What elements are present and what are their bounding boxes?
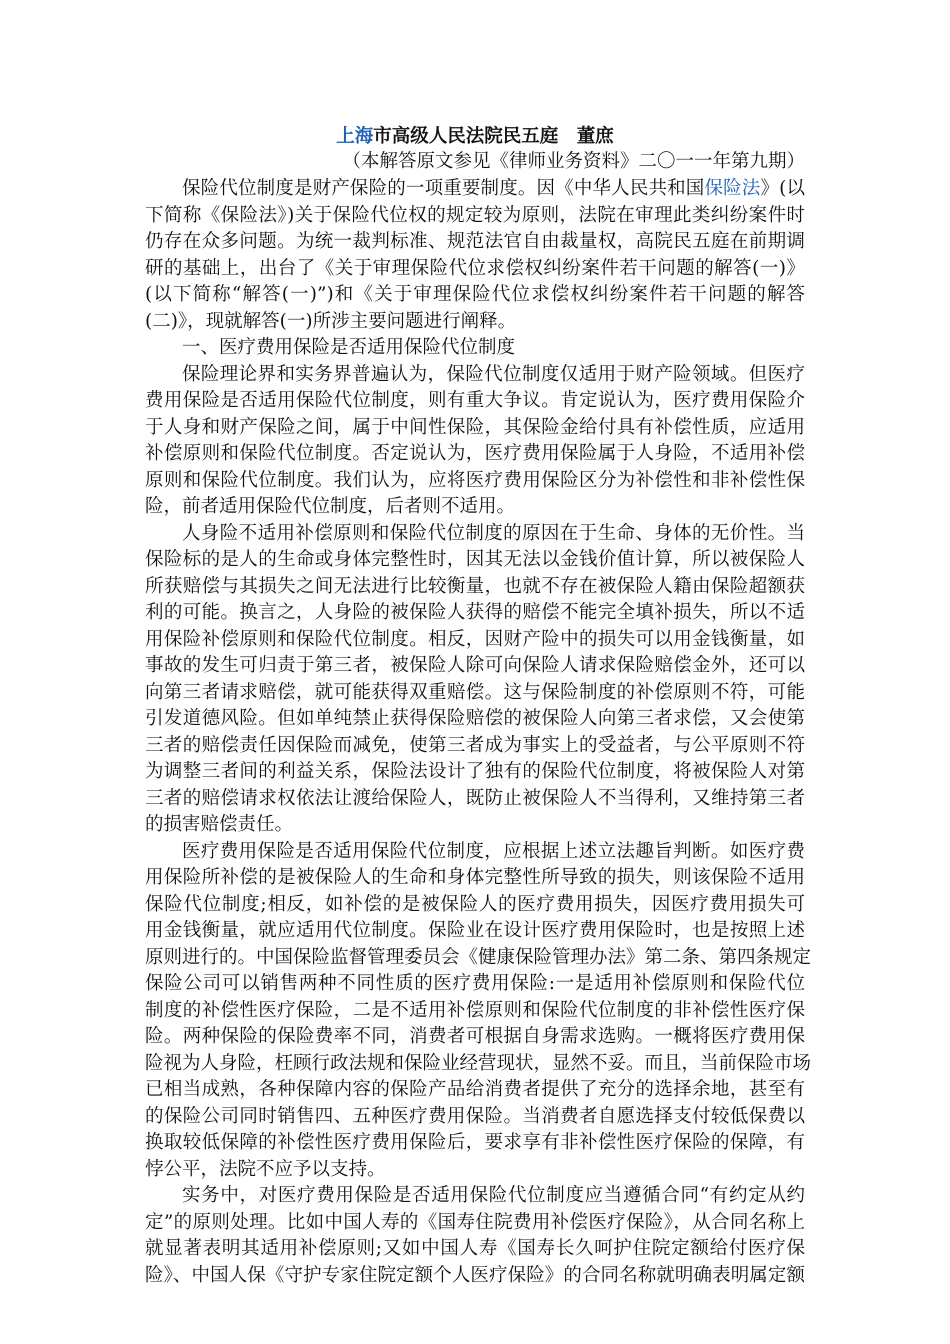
document-body: [145, 176, 812, 1289]
title-text: 市高级人民法院民五庭 董庶: [373, 126, 614, 147]
paragraph-line: 用金钱衡量，就应适用代位制度。保险业在设计医疗费用保险时，也是按照上述: [145, 920, 805, 941]
intro-line: 研的基础上，出台了《关于审理保险代位求偿权纠纷案件若干问题的解答(一)》: [145, 257, 805, 279]
paragraph-line: 险》、中国人保《守护专家住院定额个人医疗保险》的合同名称就明确表明属定额: [145, 1264, 805, 1286]
paragraph-line: 引发道德风险。但如单纯禁止获得保险赔偿的被保险人向第三者求偿，又会使第: [145, 708, 805, 729]
paragraph-line: 三者的赔偿责任因保险而减免，使第三者成为事实上的受益者，与公平原则不符: [145, 734, 805, 756]
paragraph-line: 医疗费用保险是否适用保险代位制度，应根据上述立法趣旨判断。如医疗费: [182, 840, 805, 862]
paragraph-line: 保险代位制度;相反，如补偿的是被保险人的医疗费用损失，因医疗费用损失可: [145, 893, 805, 915]
paragraph-line: 定”的原则处理。比如中国人寿的《国寿住院费用补偿医疗保险》，从合同名称上: [145, 1211, 805, 1233]
paragraph-line: 险，前者适用保险代位制度，后者则不适用。: [145, 496, 516, 517]
paragraph-line: 所获赔偿与其损失之间无法进行比较衡量，也就不存在被保险人籍由保险超额获: [145, 575, 805, 597]
paragraph-line: 险。两种保险的保险费率不同，消费者可根据自身需求选购。一概将医疗费用保: [145, 1026, 805, 1047]
source-note: （本解答原文参见《律师业务资料》二〇一一年第九期）: [342, 151, 805, 172]
paragraph-line: 保险标的是人的生命或身体完整性时，因其无法以金钱价值计算，所以被保险人: [145, 549, 805, 570]
insurance-law-link[interactable]: 保险法: [704, 178, 761, 199]
paragraph-line: 利的可能。换言之，人身险的被保险人获得的赔偿不能完全填补损失，所以不适: [145, 602, 805, 623]
intro-line: (以下简称“解答(一)”)和《关于审理保险代位求偿权纠纷案件若干问题的解答: [145, 284, 805, 305]
paragraph-line: 于人身和财产保险之间，属于中间性保险，其保险金给付具有补偿性质，应适用: [145, 416, 805, 438]
paragraph-line: 险视为人身险，枉顾行政法规和保险业经营现状，显然不妥。而且，当前保险市场: [145, 1052, 812, 1074]
intro-text: 保险代位制度是财产保险的一项重要制度。因《中华人民共和国: [182, 178, 705, 199]
paragraph-line: 三者的赔偿请求权依法让渡给保险人，既防止被保险人不当得利，又维持第三者: [145, 787, 805, 809]
paragraph-line: 就显著表明其适用补偿原则;又如中国人寿《国寿长久呵护住院定额给付医疗保: [145, 1238, 805, 1259]
paragraph-line: 原则和保险代位制度。我们认为，应将医疗费用保险区分为补偿性和非补偿性保: [145, 469, 805, 491]
intro-line: 仍存在众多问题。为统一裁判标准、规范法官自由裁量权，高院民五庭在前期调: [145, 231, 805, 252]
paragraph-line: 向第三者请求赔偿，就可能获得双重赔偿。这与保险制度的补偿原则不符，可能: [145, 681, 805, 703]
section-heading-1: 一、医疗费用保险是否适用保险代位制度: [182, 337, 516, 358]
paragraph-line: 用保险所补偿的是被保险人的生命和身体完整性所导致的损失，则该保险不适用: [145, 867, 805, 888]
paragraph-line: 保险理论界和实务界普遍认为，保险代位制度仅适用于财产险领域。但医疗: [182, 363, 805, 385]
paragraph-line: 的保险公司同时销售四、五种医疗费用保险。当消费者自愿选择支付较低保费以: [145, 1105, 805, 1127]
intro-line: 下简称《保险法》)关于保险代位权的规定较为原则，法院在审理此类纠纷案件时: [145, 204, 805, 226]
paragraph-line: 人身险不适用补偿原则和保险代位制度的原因在于生命、身体的无价性。当: [182, 522, 805, 544]
paragraph-line: 换取较低保障的补偿性医疗费用保险后，要求享有非补偿性医疗保险的保障，有: [145, 1132, 805, 1153]
paragraph-line: 已相当成熟，各种保障内容的保险产品给消费者提供了充分的选择余地，甚至有: [145, 1079, 805, 1100]
paragraph-line: 的损害赔偿责任。: [145, 814, 294, 835]
paragraph-line: 事故的发生可归责于第三者，被保险人除可向保险人请求保险赔偿金外，还可以: [145, 655, 805, 676]
paragraph-line: 补偿原则和保险代位制度。否定说认为，医疗费用保险属于人身险，不适用补偿: [145, 443, 805, 464]
paragraph-line: 用保险补偿原则和保险代位制度。相反，因财产险中的损失可以用金钱衡量，如: [145, 628, 805, 650]
paragraph-line: 费用保险是否适用保险代位制度，则有重大争议。肯定说认为，医疗费用保险介: [145, 390, 805, 411]
intro-text: 》(以: [760, 178, 805, 199]
paragraph-line: 为调整三者间的利益关系，保险法设计了独有的保险代位制度，将被保险人对第: [145, 761, 805, 782]
intro-line: (二)》，现就解答(一)所涉主要问题进行阐释。: [145, 310, 517, 332]
paragraph-line: 悖公平，法院不应予以支持。: [145, 1158, 386, 1180]
paragraph-line: 保险公司可以销售两种不同性质的医疗费用保险:一是适用补偿原则和保险代位: [145, 973, 805, 994]
intro-line-1: [145, 176, 805, 203]
document-title: [145, 124, 805, 150]
title-link-shanghai[interactable]: 上海: [336, 126, 374, 147]
paragraph-line: 原则进行的。中国保险监督管理委员会《健康保险管理办法》第二条、第四条规定: [145, 946, 812, 968]
paragraph-line: 制度的补偿性医疗保险，二是不适用补偿原则和保险代位制度的非补偿性医疗保: [145, 999, 805, 1021]
paragraph-line: 实务中，对医疗费用保险是否适用保险代位制度应当遵循合同“有约定从约: [182, 1185, 805, 1206]
